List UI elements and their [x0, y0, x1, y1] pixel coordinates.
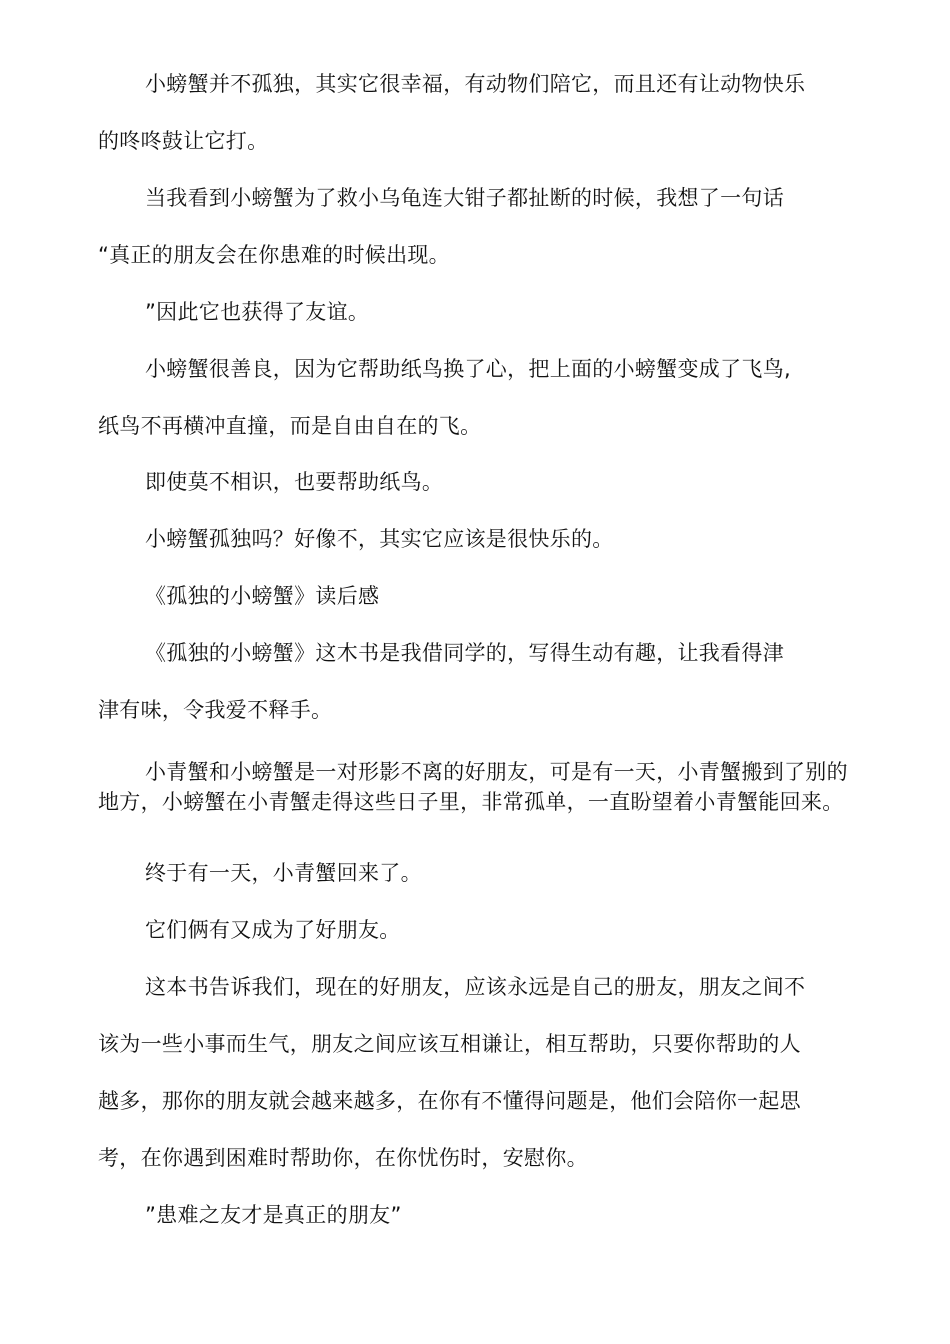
text-line: 小螃蟹孤独吗？好像不，其实它应该是很快乐的。: [145, 527, 614, 551]
text-line: 小螃蟹很善良，因为它帮助纸鸟换了心，把上面的小螃蟹变成了飞鸟,: [145, 357, 791, 381]
text-line: 小螃蟹并不孤独，其实它很幸福，有动物们陪它，而且还有让动物快乐: [145, 72, 806, 96]
text-line: 这本书告诉我们，现在的好朋友，应该永远是自己的册友，朋友之间不: [145, 975, 806, 999]
text-line: 该为一些小事而生气，朋友之间应该互相谦让，相互帮助，只要你帮助的人: [98, 1032, 801, 1056]
paragraph-block: 小青蟹和小螃蟹是一对形影不离的好朋友，可是有一天，小青蟹搬到了别的地方，小螃蟹在小青蟹走得这些日子里，非常孤单，一直盼望着小青蟹能回来。: [98, 760, 848, 814]
text-line: 津有味，令我爱不释手。: [98, 698, 333, 722]
text-line: 当我看到小螃蟹为了救小乌龟连大钳子都扯断的时候，我想了一句话: [145, 186, 784, 210]
text-line: 《孤独的小螃蟹》这木书是我借同学的，写得生动有趣，让我看得津: [145, 641, 784, 665]
text-line: 即使莫不相识，也要帮助纸鸟。: [145, 470, 444, 494]
text-line: 它们俩有又成为了好朋友。: [145, 918, 401, 942]
text-line: 越多，那你的朋友就会越来越多，在你有不懂得问题是，他们会陪你一起思: [98, 1089, 801, 1113]
text-line: 考，在你遇到困难时帮助你，在你忧伤时，安慰你。: [98, 1146, 588, 1170]
section-title: 《孤独的小螃蟹》读后感: [145, 584, 380, 608]
text-line: ”患难之友才是真正的朋友”: [145, 1203, 402, 1227]
text-line: “真正的朋友会在你患难的时候出现。: [98, 243, 450, 267]
text-line: 的咚咚鼓让它打。: [98, 129, 269, 153]
text-line: 终于有一天，小青蟹回来了。: [145, 861, 422, 885]
text-line: ”因此它也获得了友谊。: [145, 300, 370, 324]
text-line: 纸鸟不再横冲直撞，而是自由自在的飞。: [98, 414, 482, 438]
